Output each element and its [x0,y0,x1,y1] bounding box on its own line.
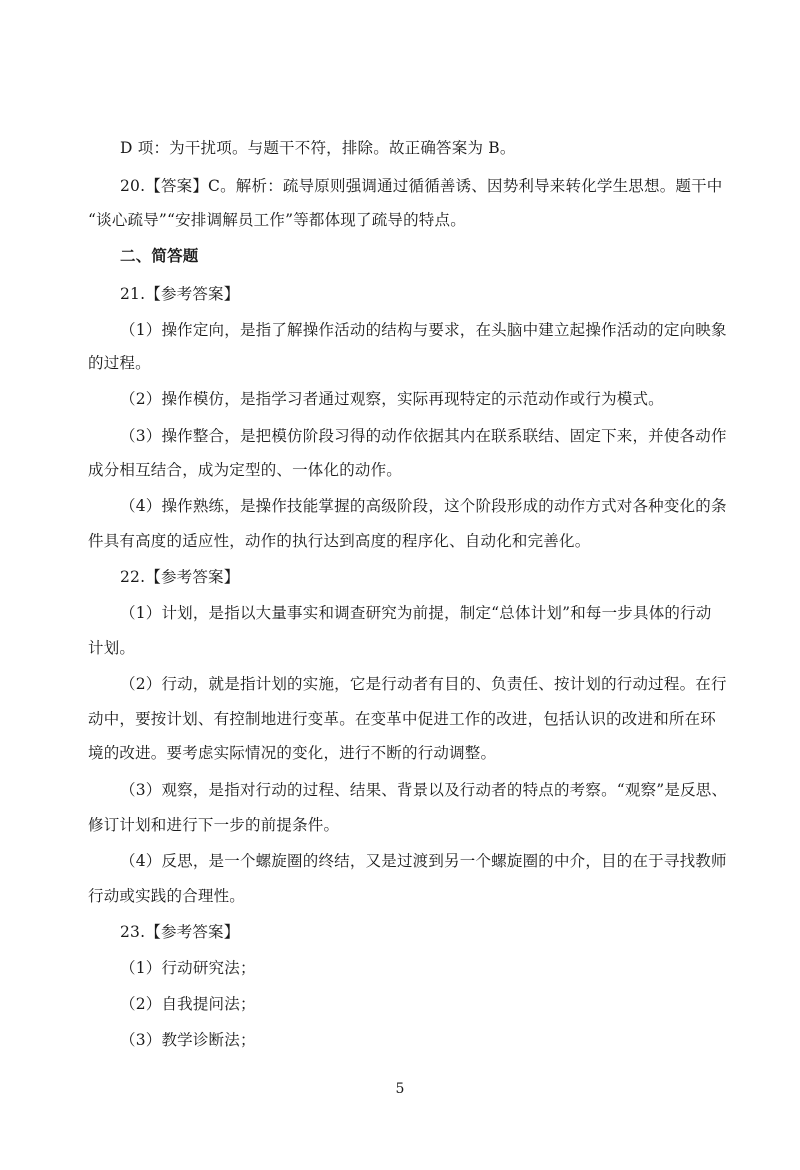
q23-item-1: （1）行动研究法； [120,959,256,977]
question-22-heading: 22.【参考答案】 [120,568,240,586]
answer-20-line-2: “谈心疏导”“安排调解员工作”等都体现了疏导的特点。 [88,211,466,229]
q22-item-2-line-1: （2）行动，就是指计划的实施，它是行动者有目的、负责任、按计划的行动过程。在行 [120,675,727,693]
q22-item-3-line-1: （3）观察，是指对行动的过程、结果、背景以及行动者的特点的考察。“观察”是反思、 [120,781,728,799]
question-23-heading: 23.【参考答案】 [120,923,240,941]
q21-item-4-line-1: （4）操作熟练，是操作技能掌握的高级阶段，这个阶段形成的动作方式对各种变化的条 [120,497,727,515]
q21-item-2: （2）操作模仿，是指学习者通过观察，实际再现特定的示范动作或行为模式。 [120,390,664,408]
q21-item-1-line-1: （1）操作定向，是指了解操作活动的结构与要求，在头脑中建立起操作活动的定向映象 [120,321,727,339]
q22-item-1-line-1: （1）计划，是指以大量事实和调查研究为前提，制定“总体计划”和每一步具体的行动 [120,604,712,622]
q22-item-2-line-3: 境的改进。要考虑实际情况的变化，进行不断的行动调整。 [88,744,497,762]
answer-20-line-1: 20.【答案】C。解析：疏导原则强调通过循循善诱、因势利导来转化学生思想。题干中 [120,177,723,195]
q22-item-3-line-2: 修订计划和进行下一步的前提条件。 [88,816,340,834]
q22-item-4-line-1: （4）反思，是一个螺旋圈的终结，又是过渡到另一个螺旋圈的中介，目的在于寻找教师 [120,852,727,870]
section-heading-short-answer: 二、简答题 [120,246,199,265]
answer-19-option-d: D 项：为干扰项。与题干不符，排除。故正确答案为 B。 [120,139,516,157]
q21-item-4-line-2: 件具有高度的适应性，动作的执行达到高度的程序化、自动化和完善化。 [88,532,591,550]
page-number: 5 [395,1081,405,1097]
q23-item-2: （2）自我提问法； [120,995,256,1013]
q22-item-4-line-2: 行动或实践的合理性。 [88,887,246,905]
q21-item-1-line-2: 的过程。 [88,354,151,372]
q22-item-1-line-2: 计划。 [88,639,136,657]
question-21-heading: 21.【参考答案】 [120,285,240,303]
q21-item-3-line-1: （3）操作整合，是把模仿阶段习得的动作依据其内在联系联结、固定下来，并使各动作 [120,427,727,445]
q22-item-2-line-2: 动中，要按计划、有控制地进行变革。在变革中促进工作的改进，包括认识的改进和所在环 [88,710,717,728]
q23-item-3: （3）教学诊断法； [120,1031,256,1049]
q21-item-3-line-2: 成分相互结合，成为定型的、一体化的动作。 [88,461,403,479]
